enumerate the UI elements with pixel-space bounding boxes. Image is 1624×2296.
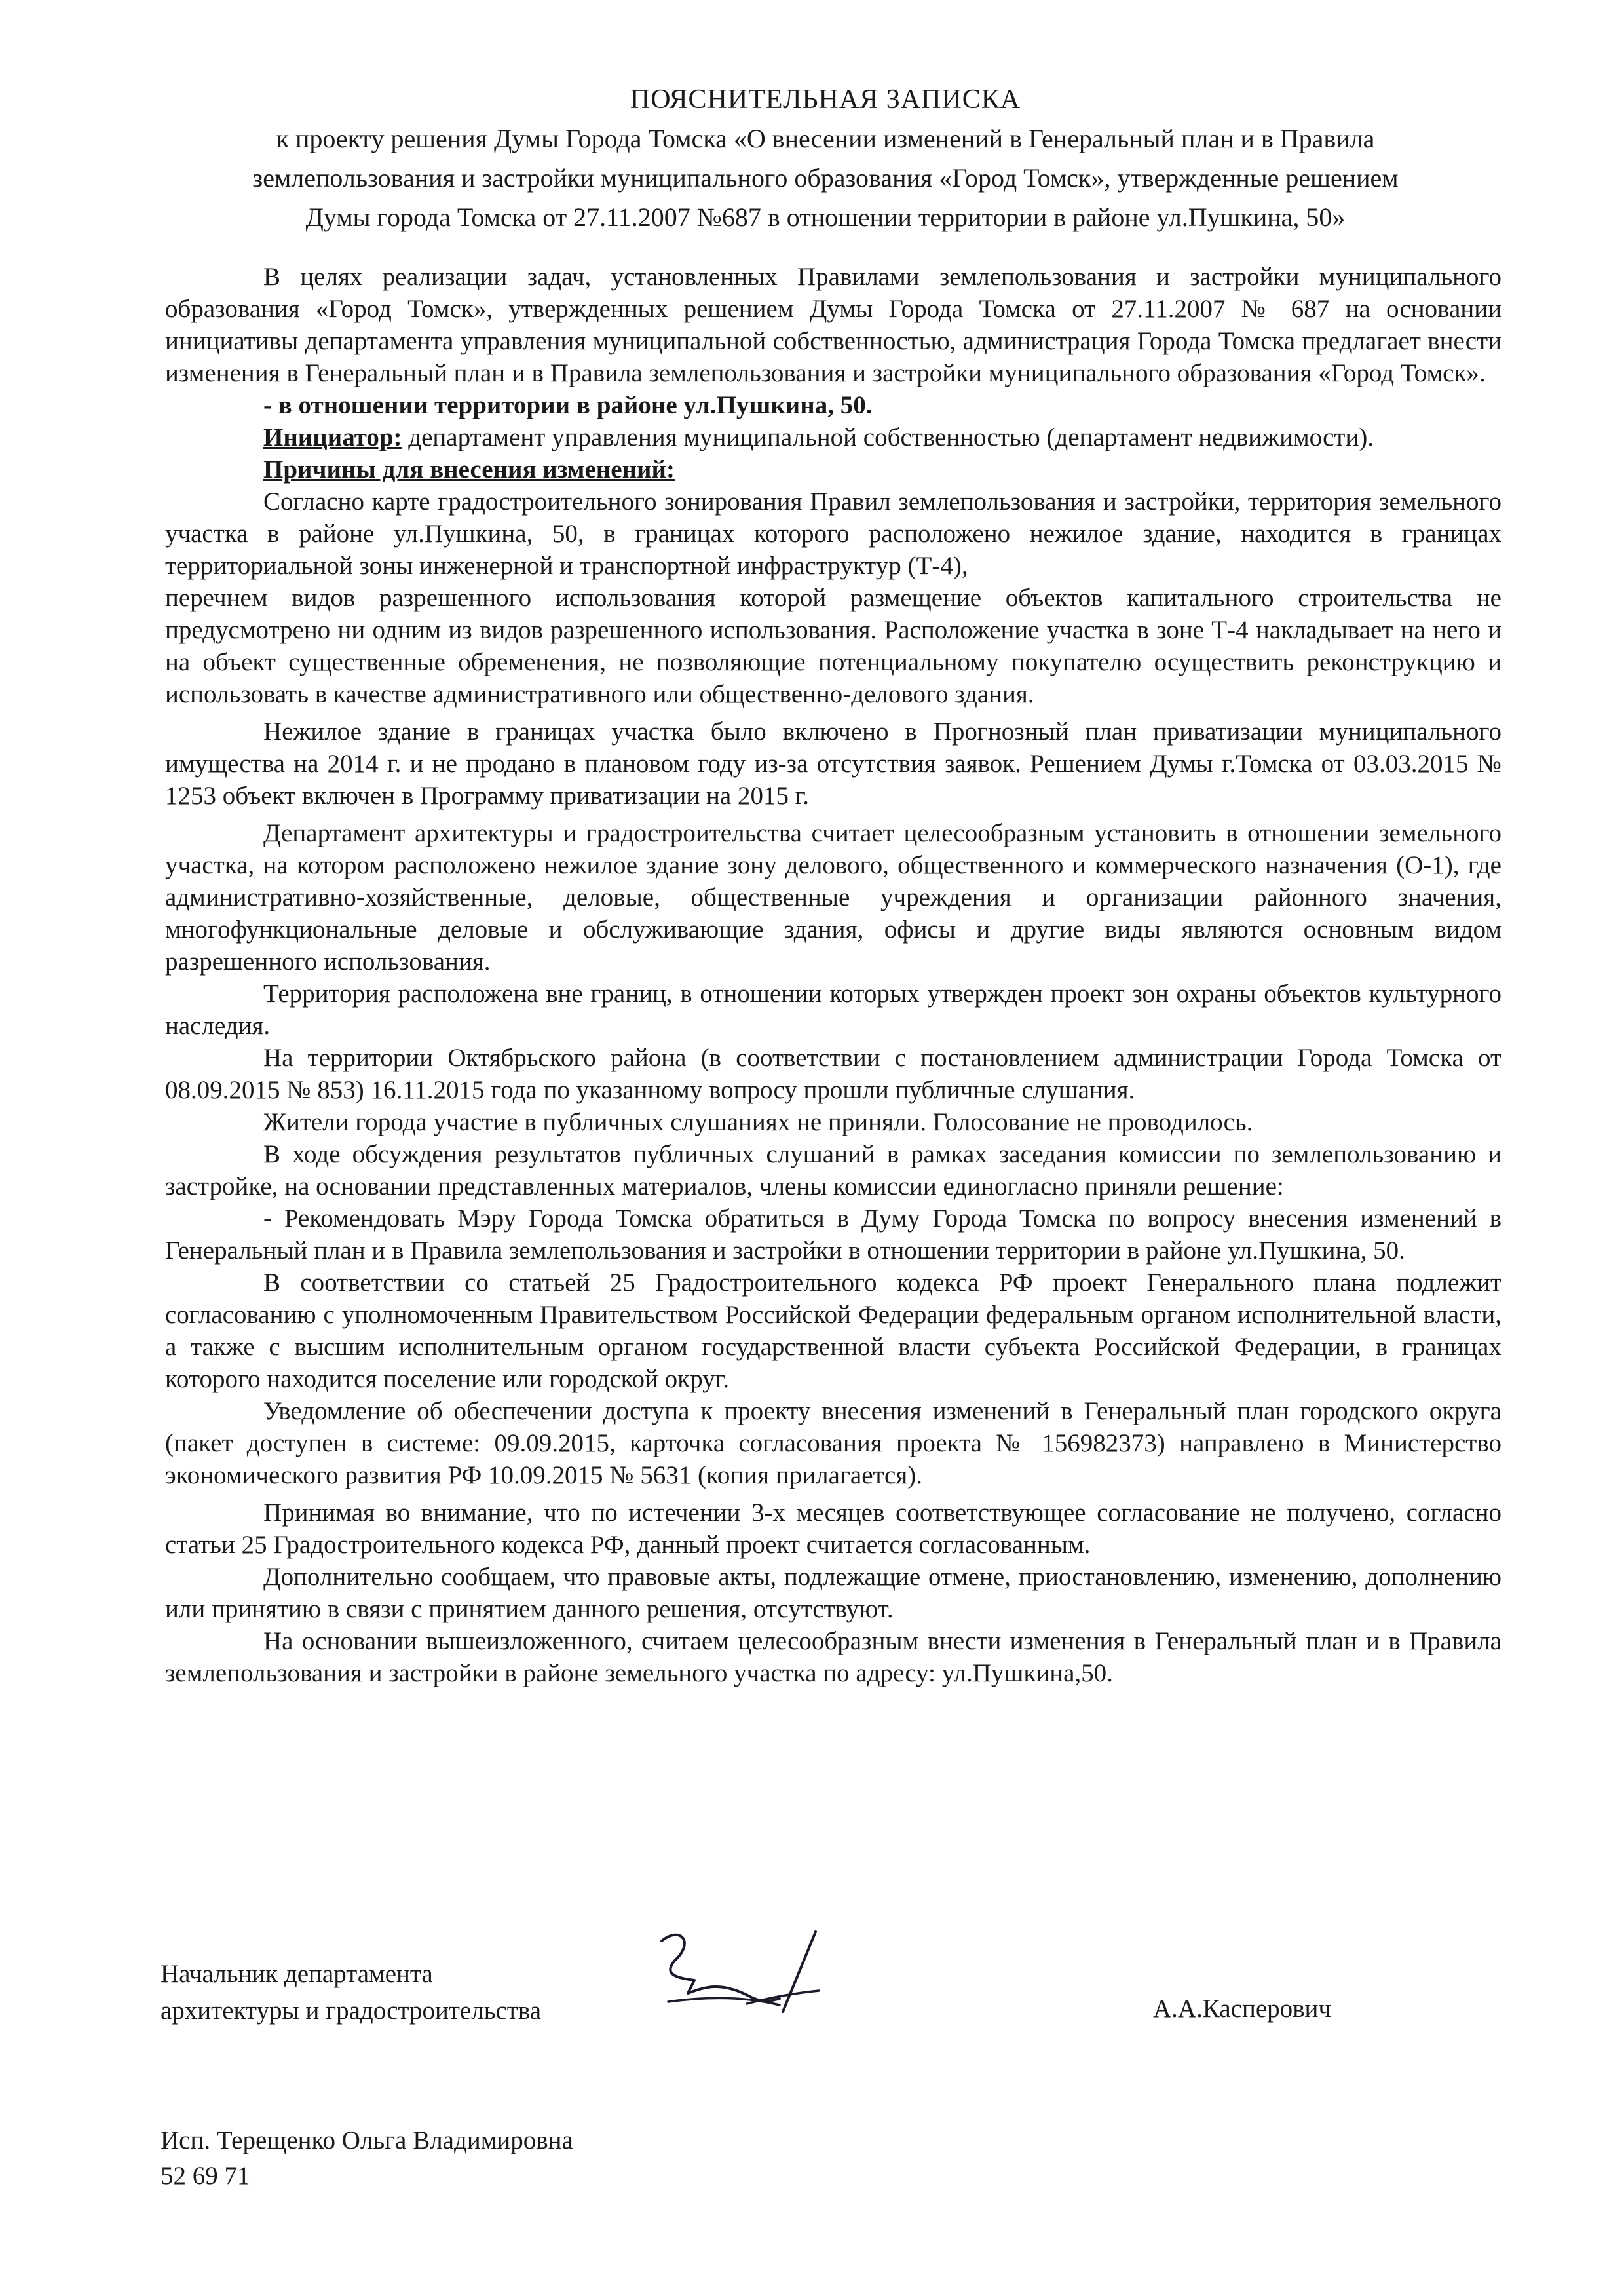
executor-name: Исп. Терещенко Ольга Владимировна [161,2126,573,2154]
initiator-label: Инициатор: [263,423,402,451]
paragraph-residents: Жители города участие в публичных слушаниях не приняли. Голосование не проводилось. [263,1108,1253,1136]
paragraph-department-opinion: Департамент архитектуры и градостроительства считает целесообразным установить в отношении земельного участка, на котором расположено нежилое здание зону делового, общественного и коммерческого назначения (О-1), где административно-хозяйственные, деловые, общественные учреждения и организации районного значения, многофункциональные деловые и обслуживающие здания, офисы и другие виды являются основным видом разрешенного использования. [165,819,1501,976]
subtitle-line-3: Думы города Томска от 27.11.2007 №687 в отношении территории в районе ул.Пушкина, 50» [305,202,1346,232]
document-title: ПОЯСНИТЕЛЬНАЯ ЗАПИСКА [630,85,1021,115]
paragraph-article-25: В соответствии со статьей 25 Градостроительного кодекса РФ проект Генерального плана подлежит согласованию с уполномоченным Правительством Российской Федерации федеральным органом исполнительной власти, а также с высшим исполнительным органом государственной власти субъекта Российской Федерации, в границах которого находится поселение или городской округ. [165,1269,1501,1393]
paragraph-zoning: Согласно карте градостроительного зонирования Правил землепользования и застройки, территория земельного участка в районе ул.Пушкина, 50, в границах которого расположено нежилое здание, находится в границах территориальной зоны инженерной и транспортной инфраструктур (Т-4), [165,488,1501,580]
paragraph-heritage: Территория расположена вне границ, в отношении которых утвержден проект зон охраны объектов культурного наследия. [165,980,1501,1040]
reasons-heading [165,453,1501,486]
subtitle-line-2: землепользования и застройки муниципального образования «Город Томск», утвержденные решением [252,163,1399,193]
executor-block [161,2123,573,2194]
paragraph-initiator [165,421,1501,453]
paragraph-territory: - в отношении территории в районе ул.Пушкина, 50. [263,391,873,419]
paragraph-conclusion: На основании вышеизложенного, считаем целесообразным внести изменения в Генеральный план и в Правила землепользования и застройки в районе земельного участка по адресу: ул.Пушкина,50. [165,1627,1501,1687]
signatory-name: А.А.Касперович [1153,1995,1332,2023]
paragraph-privatization: Нежилое здание в границах участка было включено в Прогнозный план приватизации муниципального имущества на 2014 г. и не продано в плановом году из-за отсутствия заявок. Решением Думы г.Томска от 03.03.2015 № 1253 объект включен в Программу приватизации на 2015 г. [165,718,1501,810]
reasons-label: Причины для внесения изменений: [263,455,675,484]
paragraph-intro: В целях реализации задач, установленных Правилами землепользования и застройки муниципального образования «Город Томск», утвержденных решением Думы Города Томска от 27.11.2007 № 687 на основании инициативы департамента управления муниципальной собственностью, администрация Города Томска предлагает внести изменения в Генеральный план и в Правила землепользования и застройки муниципального образования «Город Томск». [165,263,1501,387]
paragraph-legal-acts: Дополнительно сообщаем, что правовые акты, подлежащие отмене, приостановлению, изменению, дополнению или принятию в связи с принятием данного решения, отсутствуют. [165,1563,1501,1623]
handwritten-signature [642,1920,852,2031]
paragraph-approval: Принимая во внимание, что по истечении 3-х месяцев соответствующее согласование не получено, согласно статьи 25 Градостроительного кодекса РФ, данный проект считается согласованным. [165,1499,1501,1559]
signatory-position [161,1956,541,2029]
paragraph-zoning-continued: перечнем видов разрешенного использования которой размещение объектов капитального строительства не предусмотрено ни одним из видов разрешенного использования. Расположение участка в зоне Т-4 накладывает на него и на объект существенные обременения, не позволяющие потенциальному покупателю осуществить реконструкцию и использовать в качестве административного или общественно-делового здания. [165,584,1501,708]
paragraph-commission: В ходе обсуждения результатов публичных слушаний в рамках заседания комиссии по землепользованию и застройке, на основании представленных материалов, члены комиссии единогласно приняли решение: [165,1140,1501,1200]
signatory-position-line-2: архитектуры и градостроительства [161,1997,542,2025]
document-body [165,261,1501,1689]
executor-phone: 52 69 71 [161,2162,250,2190]
subtitle-line-1: к проекту решения Думы Города Томска «О внесении изменений в Генеральный план и в Правила [276,124,1375,153]
signatory-position-line-1: Начальник департамента [161,1960,433,1988]
paragraph-hearings: На территории Октябрьского района (в соответствии с постановлением администрации Города Томска от 08.09.2015 № 853) 16.11.2015 года по указанному вопросу прошли публичные слушания. [165,1044,1501,1104]
paragraph-notification: Уведомление об обеспечении доступа к проекту внесения изменений в Генеральный план городского округа (пакет доступен в системе: 09.09.2015, карточка согласования проекта № 156982373) направлено в Министерство экономического развития РФ 10.09.2015 № 5631 (копия прилагается). [165,1397,1501,1489]
document-header [157,80,1494,237]
paragraph-recommendation: - Рекомендовать Мэру Города Томска обратиться в Думу Города Томска по вопросу внесения изменений в Генеральный план и в Правила землепользования и застройки в отношении территории в районе ул.Пушкина, 50. [165,1204,1501,1265]
initiator-text: департамент управления муниципальной собственностью (департамент недвижимости). [402,423,1374,451]
